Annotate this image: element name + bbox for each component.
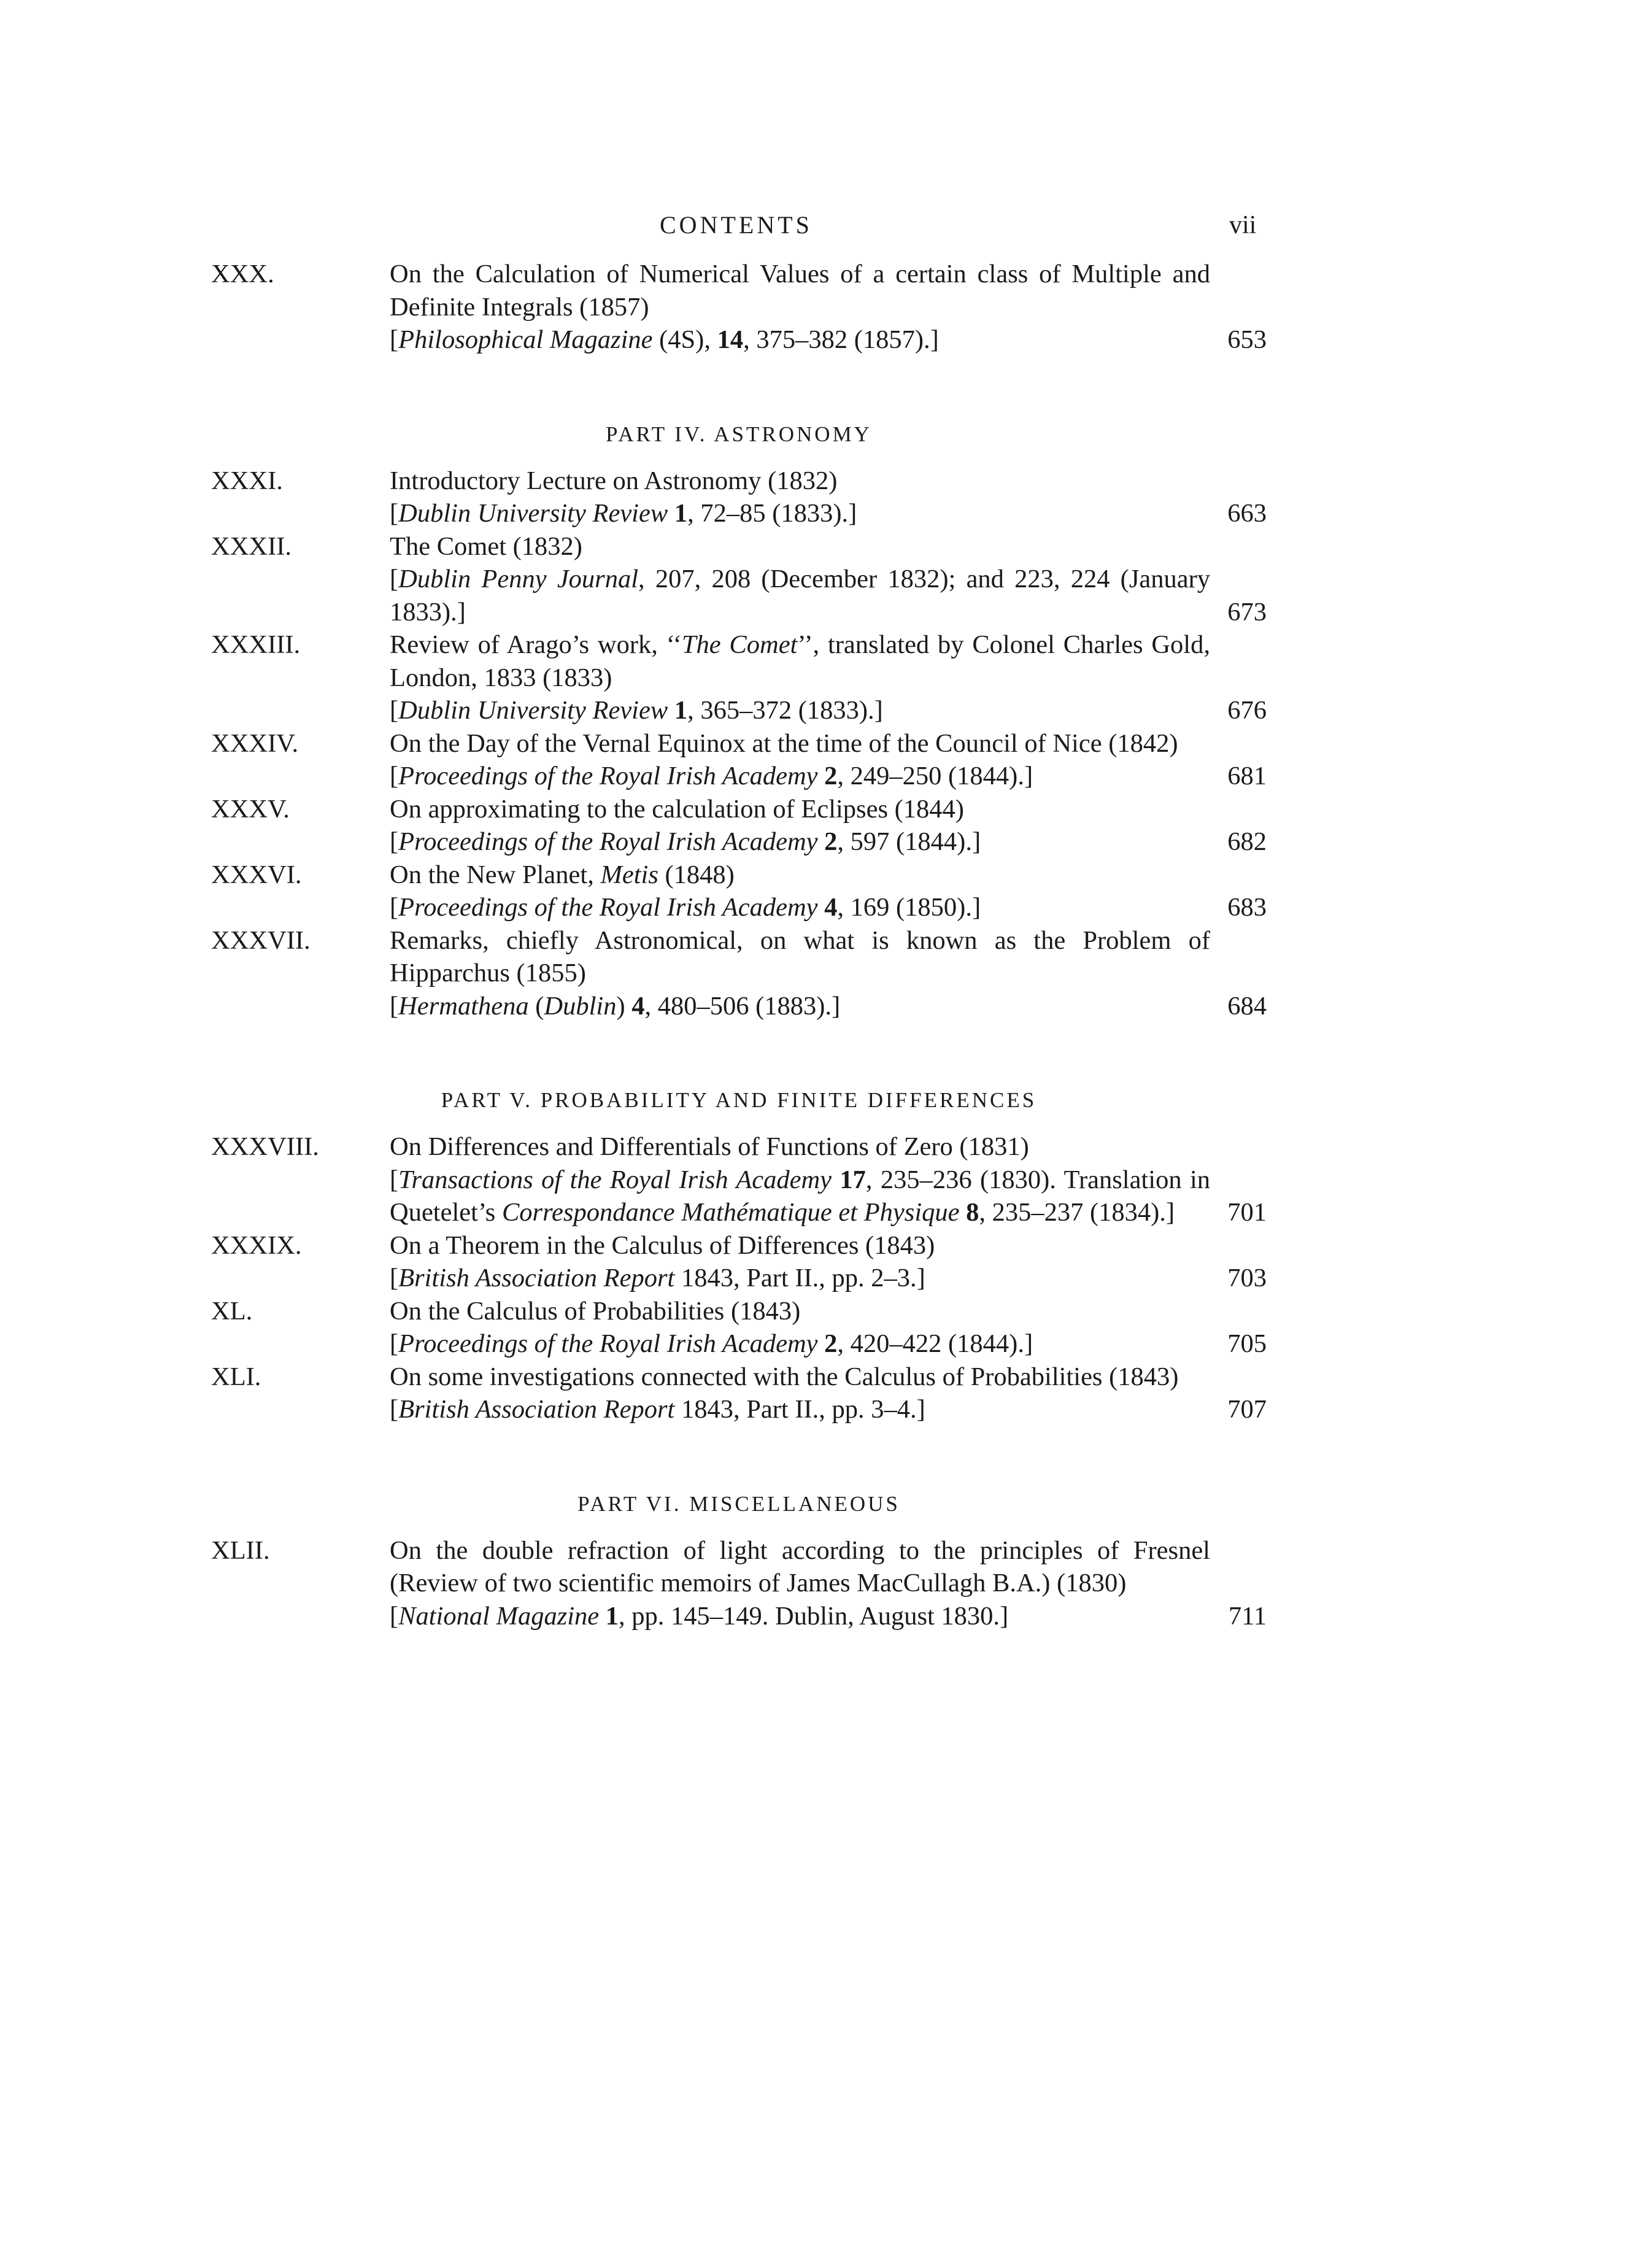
entry-source-run: 1843, Part II., pp. 2–3.] xyxy=(674,1264,925,1292)
entry-source-run: , 365–372 (1833).] xyxy=(687,696,883,725)
entry-source-line xyxy=(390,990,1267,1023)
entry-source-run: [ xyxy=(390,565,399,593)
toc-entry xyxy=(211,1361,1267,1426)
entry-page-number: 663 xyxy=(1227,499,1267,528)
part-heading: PART IV. ASTRONOMY xyxy=(606,422,872,446)
entry-source xyxy=(390,1327,1210,1361)
entry-source-run: Dublin Penny Journal xyxy=(398,565,639,593)
entry-source xyxy=(390,563,1210,628)
entry-source-run: , 169 (1850).] xyxy=(837,893,981,922)
running-head xyxy=(0,211,1652,247)
entry-body xyxy=(390,1534,1267,1633)
entry-title-run: Metis xyxy=(600,860,658,889)
entry-title: On some investigations connected with the Calculus of Probabilities (1843) xyxy=(390,1362,1179,1391)
entry-source-run: [ xyxy=(390,1264,399,1292)
entry-source-run: Proceedings of the Royal Irish Academy xyxy=(398,893,818,922)
entry-source-line xyxy=(390,563,1267,628)
toc-entry xyxy=(211,793,1267,859)
toc-entry xyxy=(211,258,1267,357)
entry-number: XXXI. xyxy=(211,466,283,495)
entry-title xyxy=(390,859,1210,892)
entry-source xyxy=(390,497,1210,530)
entry-source-run: 1 xyxy=(674,696,688,725)
entry-title: Remarks, chiefly Astronomical, on what is known as the Problem of Hipparchus (1855) xyxy=(390,925,1210,987)
entry-source-run xyxy=(818,1329,825,1358)
entry-title: On Differences and Differentials of Functions of Zero (1831) xyxy=(390,1132,1029,1161)
entry-title-run: ’’, translated by Colonel Charles Gold, London, 1833 (1833) xyxy=(390,630,1210,692)
entry-body xyxy=(390,859,1267,924)
entry-source-run: Transactions of the Royal Irish Academy xyxy=(398,1165,832,1194)
entry-source-run xyxy=(599,1602,606,1631)
entry-source-run xyxy=(960,1198,967,1227)
entry-source-run: , 235–237 (1834).] xyxy=(979,1198,1175,1227)
entry-title: Introductory Lecture on Astronomy (1832) xyxy=(390,466,838,495)
entry-source-run: [ xyxy=(390,325,399,354)
entry-source-run: 17 xyxy=(840,1165,866,1194)
entry-source-run xyxy=(818,827,825,856)
entry-source-run: 1 xyxy=(605,1601,619,1631)
entry-title xyxy=(390,628,1210,694)
entry-number: XXXIV. xyxy=(211,728,299,758)
entry-source-line xyxy=(390,891,1267,924)
entry-body xyxy=(390,530,1267,629)
entry-number: XXXVIII. xyxy=(211,1132,319,1161)
entry-title-run: Review of Arago’s work, ‘‘ xyxy=(390,630,682,659)
entry-body xyxy=(390,1295,1267,1361)
entry-source-run: Proceedings of the Royal Irish Academy xyxy=(398,827,818,856)
entry-source-run: ) xyxy=(616,991,632,1021)
entry-source xyxy=(390,760,1210,793)
entry-source-run: [ xyxy=(390,893,399,922)
entry-source-run xyxy=(668,499,674,528)
entry-source-run: 2 xyxy=(824,762,838,790)
entry-source-run: [ xyxy=(390,499,399,528)
entry-number: XXXIX. xyxy=(211,1230,302,1260)
entry-number: XLI. xyxy=(211,1362,261,1391)
entry-source-run: , 480–506 (1883).] xyxy=(644,991,841,1021)
entry-source-run xyxy=(818,762,825,790)
entry-page-number: 676 xyxy=(1227,696,1267,725)
entry-body xyxy=(390,628,1267,727)
entry-body xyxy=(390,1130,1267,1229)
entry-source-run: Philosophical Magazine xyxy=(398,325,653,354)
entry-source-line xyxy=(390,497,1267,530)
toc-entry xyxy=(211,628,1267,727)
entry-page-number: 681 xyxy=(1227,762,1267,790)
entry-body xyxy=(390,1361,1267,1426)
entry-source-run: , 235–236 (1830). Translation in Quetelet’s xyxy=(390,1165,1211,1227)
entry-number: XXXIII. xyxy=(211,630,301,659)
entry-source-line xyxy=(390,1327,1267,1361)
entry-page-number: 653 xyxy=(1227,325,1267,354)
entry-number: XXXVI. xyxy=(211,860,302,889)
toc-entry xyxy=(211,530,1267,629)
entry-source-run: 2 xyxy=(824,827,838,856)
entry-source xyxy=(390,1600,1210,1633)
entry-source-run: Dublin xyxy=(544,991,617,1021)
entry-source-run: ( xyxy=(528,991,544,1021)
toc-entry xyxy=(211,1295,1267,1361)
entry-source xyxy=(390,990,1210,1023)
entry-page-number: 707 xyxy=(1227,1395,1267,1424)
entry-number: XXX. xyxy=(211,260,274,288)
entry-source-run: (4S), xyxy=(652,325,717,354)
entry-source-run: Proceedings of the Royal Irish Academy xyxy=(398,762,818,790)
entry-number: XL. xyxy=(211,1296,253,1326)
entry-source-run xyxy=(832,1165,840,1194)
entry-source xyxy=(390,891,1210,924)
entry-source-line xyxy=(390,1393,1267,1426)
entry-source xyxy=(390,694,1210,727)
entry-title: On approximating to the calculation of Eclipses (1844) xyxy=(390,794,964,824)
entry-source-run: , 249–250 (1844).] xyxy=(837,762,1033,790)
entry-source-line xyxy=(390,1600,1267,1633)
table-of-contents xyxy=(211,258,1267,1632)
entry-body xyxy=(390,793,1267,859)
entry-title-run: (1848) xyxy=(658,860,735,889)
entry-source-line xyxy=(390,1262,1267,1295)
toc-entry xyxy=(211,859,1267,924)
entry-page-number: 701 xyxy=(1227,1198,1267,1227)
entry-source-line xyxy=(390,760,1267,793)
entry-body xyxy=(390,727,1267,793)
toc-entry xyxy=(211,924,1267,1023)
entry-title: On the double refraction of light according to the principles of Fresnel (Review of two scientific memoirs of James MacCullagh B.A.) (1830) xyxy=(390,1535,1210,1597)
toc-entry xyxy=(211,727,1267,793)
entry-page-number: 703 xyxy=(1227,1264,1267,1292)
entry-source-line xyxy=(390,323,1267,357)
entry-source-run: [ xyxy=(390,1165,399,1194)
entry-page-number: 711 xyxy=(1228,1601,1267,1631)
entry-page-number: 682 xyxy=(1227,827,1267,856)
entry-source-run: , 207, 208 (December 1832); and 223, 224 (January 1833).] xyxy=(390,565,1211,627)
entry-body xyxy=(390,258,1267,357)
entry-title: The Comet (1832) xyxy=(390,531,582,561)
entry-source xyxy=(390,1262,1210,1295)
entry-source-run xyxy=(668,696,674,725)
entry-source-run: 14 xyxy=(717,325,744,354)
entry-source-run: 4 xyxy=(631,991,645,1021)
entry-source-run: 4 xyxy=(824,893,838,922)
entry-body xyxy=(390,924,1267,1023)
entry-number: XXXVII. xyxy=(211,925,311,955)
entry-source-run: 1843, Part II., pp. 3–4.] xyxy=(674,1395,925,1424)
running-head-page-number: vii xyxy=(1229,211,1257,239)
entry-title: On the Day of the Vernal Equinox at the time of the Council of Nice (1842) xyxy=(390,728,1178,758)
entry-source xyxy=(390,1393,1210,1426)
part-heading: PART VI. MISCELLANEOUS xyxy=(577,1491,900,1516)
entry-source-run: Dublin University Review xyxy=(398,499,668,528)
entry-body xyxy=(390,465,1267,530)
entry-title-run: On the New Planet, xyxy=(390,860,601,889)
entry-source-run: , pp. 145–149. Dublin, August 1830.] xyxy=(619,1601,1009,1631)
entry-source-line xyxy=(390,1164,1267,1229)
entry-source-run: [ xyxy=(390,1329,399,1358)
entry-source xyxy=(390,825,1210,859)
entry-title: On a Theorem in the Calculus of Differences (1843) xyxy=(390,1230,935,1260)
entry-source xyxy=(390,323,1210,357)
entry-source-run: [ xyxy=(390,827,399,856)
entry-number: XLII. xyxy=(211,1535,270,1565)
toc-entry xyxy=(211,465,1267,530)
entry-source-run: [ xyxy=(390,991,399,1021)
entry-source-run: , 375–382 (1857).] xyxy=(743,325,939,354)
entry-source-line xyxy=(390,825,1267,859)
entry-body xyxy=(390,1229,1267,1295)
entry-source-run: , 597 (1844).] xyxy=(837,827,981,856)
entry-page-number: 705 xyxy=(1227,1329,1267,1358)
entry-source-run: Correspondance Mathématique et Physique xyxy=(501,1198,960,1227)
entry-page-number: 684 xyxy=(1227,991,1267,1021)
entry-source-run: Dublin University Review xyxy=(398,696,668,725)
entry-source-line xyxy=(390,694,1267,727)
entry-number: XXXV. xyxy=(211,794,290,824)
entry-source-run: , 420–422 (1844).] xyxy=(837,1329,1033,1358)
entry-source-run: British Association Report xyxy=(398,1264,675,1292)
entry-source-run: Proceedings of the Royal Irish Academy xyxy=(398,1329,818,1358)
entry-source-run: , 72–85 (1833).] xyxy=(687,499,857,528)
running-head-title: CONTENTS xyxy=(660,211,812,239)
toc-entry xyxy=(211,1229,1267,1295)
part-heading: PART V. PROBABILITY AND FINITE DIFFERENCES xyxy=(441,1088,1037,1112)
entry-source-run: Hermathena xyxy=(398,991,529,1021)
entry-number: XXXII. xyxy=(211,531,292,561)
entry-page-number: 683 xyxy=(1227,893,1267,922)
toc-entry xyxy=(211,1130,1267,1229)
entry-page-number: 673 xyxy=(1227,597,1267,627)
entry-source-run: National Magazine xyxy=(398,1601,600,1631)
toc-entry xyxy=(211,1534,1267,1633)
entry-source-run: [ xyxy=(390,696,399,725)
entry-title: On the Calculus of Probabilities (1843) xyxy=(390,1296,801,1326)
entry-title-run: The Comet xyxy=(681,630,798,659)
entry-source-run: [ xyxy=(390,762,399,790)
entry-source-run: 2 xyxy=(824,1329,838,1358)
entry-source-run: [ xyxy=(390,1395,399,1424)
entry-source xyxy=(390,1164,1210,1229)
entry-source-run: 8 xyxy=(966,1198,979,1227)
entry-source-run: [ xyxy=(390,1601,399,1631)
entry-source-run xyxy=(818,893,825,922)
entry-source-run: British Association Report xyxy=(398,1395,675,1424)
entry-title: On the Calculation of Numerical Values of a certain class of Multiple and Definite Integrals (1857) xyxy=(390,260,1210,322)
entry-source-run: 1 xyxy=(674,499,688,528)
